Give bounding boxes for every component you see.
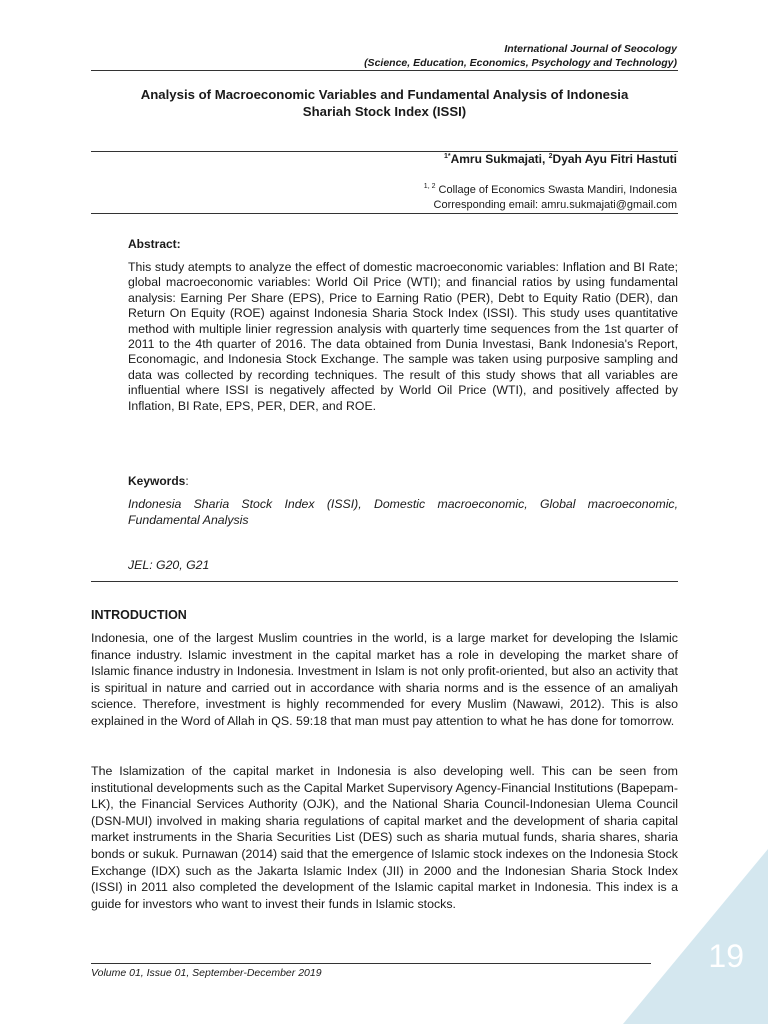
footer-divider	[91, 963, 651, 964]
header-divider	[91, 70, 678, 71]
author-1: Amru Sukmajati,	[450, 152, 549, 166]
affiliation: Collage of Economics Swasta Mandiri, Indonesia	[435, 184, 677, 196]
corresponding-email: Corresponding email: amru.sukmajati@gmail.com	[433, 199, 677, 211]
intro-paragraph-1: Indonesia, one of the largest Muslim countries in the world, is a large market for developing the Islamic finance industry. Islamic investment in the capital market has a role in developing the market share of Islamic finance industry in Indonesia. Investment in Islam is not only profit-oriented, but also an activity that is spiritual in nature and carried out in accordance with sharia norms and is the essence of an amaliyah science. Therefore, investment is highly recommended for every Muslim (Nawawi, 2012). This is also explained in the Word of Allah in QS. 59:18 that man must pay attention to what he has done for tomorrow.	[91, 631, 678, 728]
journal-header	[117, 42, 677, 70]
author-2: Dyah Ayu Fitri Hastuti	[552, 152, 677, 166]
keywords-label: Keywords	[128, 474, 186, 488]
abstract-text: This study atempts to analyze the effect of domestic macroeconomic variables: Inflation and BI Rate; global macroeconomic variables: World Oil Price (WTI); and financial ratios by using fundamental analysis: Earning Per Share (EPS), Price to Earning Ratio (PER), Debt to Equity Ratio (DER), dan Return On Equity (ROE) against Indonesia Sharia Stock Index (ISSI). This study uses quantitative method with multiple linier regression analysis with quarterly time sequences from the 1st quarter of 2011 to the 4th quarter of 2016. The data obtained from Dunia Investasi, Bank Indonesia's Report, Economagic, and Indonesia Stock Exchange. The sample was taken using purposive sampling and data was collected by recording techniques. The result of this study shows that all variables are influential where ISSI is negatively affected by World Oil Price (WTI), and positively affected by Inflation, BI Rate, EPS, PER, DER, and ROE.	[128, 260, 678, 413]
abstract-label: Abstract:	[128, 237, 181, 251]
journal-name: International Journal of Seocology	[504, 43, 677, 55]
author2-superscript: 2	[548, 153, 553, 160]
journal-subtitle: (Science, Education, Economics, Psychology and Technology)	[364, 57, 677, 69]
page-number: 19	[708, 938, 744, 974]
abstract-divider	[91, 581, 678, 582]
title-line-2: Shariah Stock Index (ISSI)	[302, 104, 467, 119]
title-line-1: Analysis of Macroeconomic Variables and Fundamental Analysis of Indonesia	[140, 87, 629, 102]
corner-accent	[623, 849, 768, 1024]
keywords-label-wrap	[128, 474, 189, 488]
author-divider	[91, 213, 678, 214]
author-line	[117, 152, 677, 167]
affiliation-superscript: 1, 2	[423, 183, 436, 190]
author1-superscript: 1*	[443, 153, 451, 160]
keywords-colon: :	[185, 474, 189, 488]
affiliation-block	[117, 183, 677, 213]
intro-paragraph-2: The Islamization of the capital market in Indonesia is also developing well. This can be seen from institutional developments such as the Capital Market Supervisory Agency-Financial Institutions (Bapepam-LK), the Financial Services Authority (OJK), and the National Sharia Council-Indonesian Ulema Council (DSN-MUI) involved in making sharia regulations of capital market and the development of sharia capital market instruments in the Sharia Securities List (DES) such as sharia mutual funds, sharia shares, sharia bonds or sukuk. Purnawan (2014) said that the emergence of Islamic stock indexes on the Indonesia Stock Exchange (IDX) such as the Jakarta Islamic Index (JII) in 2000 and the Indonesian Sharia Stock Index (ISSI) in 2011 also completed the development of the Islamic capital market in Indonesia. This index is a guide for investors who want to invest their funds in Islamic stocks.	[91, 764, 678, 911]
introduction-heading: INTRODUCTION	[91, 608, 187, 622]
keywords-text: Indonesia Sharia Stock Index (ISSI), Domestic macroeconomic, Global macroeconomic, Fundamental Analysis	[128, 497, 678, 527]
paper-title	[91, 86, 678, 120]
jel-codes: JEL: G20, G21	[128, 558, 210, 572]
volume-issue: Volume 01, Issue 01, September-December 2019	[91, 967, 322, 979]
